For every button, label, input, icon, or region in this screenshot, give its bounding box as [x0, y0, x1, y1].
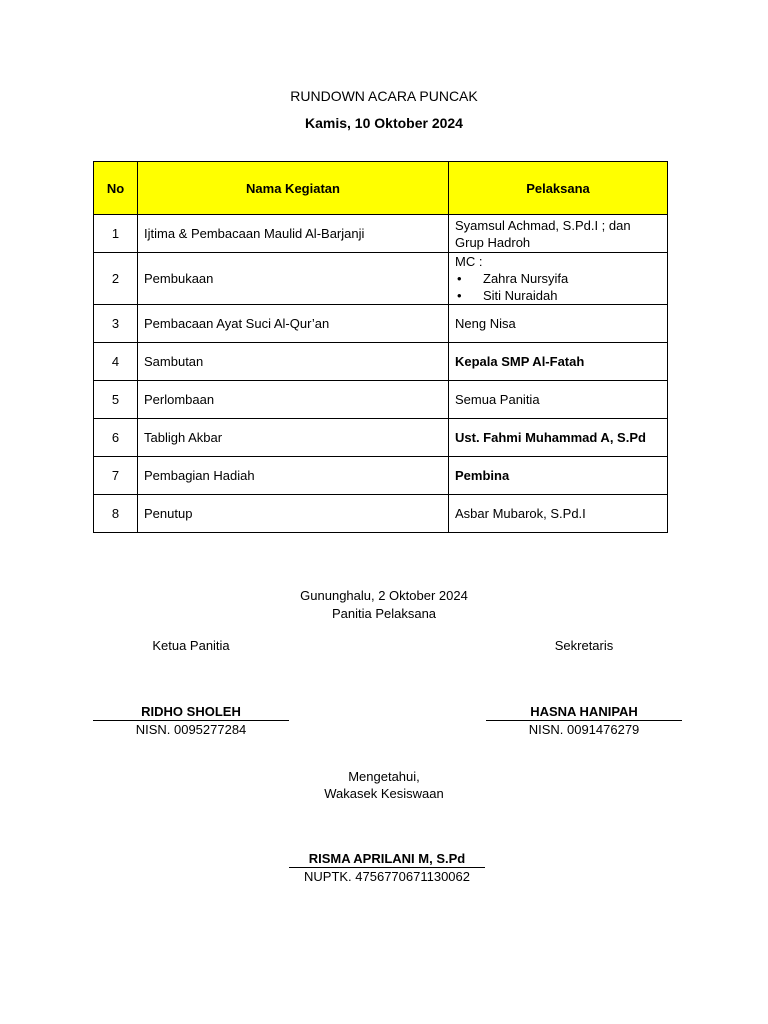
table-row — [94, 457, 668, 495]
list-item: • Siti Nuraidah — [455, 287, 661, 304]
left-signer-id: NISN. 0095277284 — [135, 722, 247, 737]
place-date: Gununghalu, 2 Oktober 2024 — [300, 588, 468, 603]
row-kegiatan: Penutup — [138, 495, 449, 533]
table-row — [94, 381, 668, 419]
document-date: Kamis, 10 Oktober 2024 — [305, 115, 463, 131]
row-number: 7 — [94, 457, 138, 495]
row-number: 6 — [94, 419, 138, 457]
row-kegiatan: Sambutan — [138, 343, 449, 381]
row-pelaksana — [449, 253, 668, 305]
rundown-table — [93, 161, 668, 533]
table-row — [94, 305, 668, 343]
list-item: • Zahra Nursyifa — [455, 270, 661, 287]
right-role: Sekretaris — [554, 638, 614, 653]
row-pelaksana: Asbar Mubarok, S.Pd.I — [449, 495, 668, 533]
bottom-signer-name: RISMA APRILANI M, S.Pd — [289, 851, 485, 868]
table-row — [94, 343, 668, 381]
committee-label: Panitia Pelaksana — [331, 606, 437, 621]
acknowledge-role: Wakasek Kesiswaan — [324, 786, 444, 801]
left-signature-block — [93, 704, 289, 737]
row-pelaksana: Pembina — [449, 457, 668, 495]
table-row — [94, 253, 668, 305]
row-pelaksana: Neng Nisa — [449, 305, 668, 343]
right-signature-block — [486, 704, 682, 737]
row-kegiatan: Tabligh Akbar — [138, 419, 449, 457]
mc-list — [455, 270, 661, 304]
right-signer-name: HASNA HANIPAH — [486, 704, 682, 721]
left-role: Ketua Panitia — [152, 638, 230, 653]
row-pelaksana: Ust. Fahmi Muhammad A, S.Pd — [449, 419, 668, 457]
row-kegiatan: Pembagian Hadiah — [138, 457, 449, 495]
mc-label: MC : — [455, 254, 483, 269]
row-kegiatan: Pembukaan — [138, 253, 449, 305]
column-header-pelaksana: Pelaksana — [449, 162, 668, 215]
row-kegiatan: Perlombaan — [138, 381, 449, 419]
bottom-signature-block — [289, 851, 485, 884]
row-kegiatan: Pembacaan Ayat Suci Al-Qur’an — [138, 305, 449, 343]
column-header-kegiatan: Nama Kegiatan — [138, 162, 449, 215]
row-number: 1 — [94, 215, 138, 253]
row-number: 2 — [94, 253, 138, 305]
bottom-signer-id: NUPTK. 4756770671130062 — [304, 869, 470, 884]
row-number: 5 — [94, 381, 138, 419]
table-row — [94, 215, 668, 253]
right-signer-id: NISN. 0091476279 — [528, 722, 640, 737]
row-number: 3 — [94, 305, 138, 343]
table-row — [94, 419, 668, 457]
left-signer-name: RIDHO SHOLEH — [93, 704, 289, 721]
document-title: RUNDOWN ACARA PUNCAK — [290, 88, 478, 104]
row-pelaksana: Syamsul Achmad, S.Pd.I ; dan Grup Hadroh — [449, 215, 668, 253]
column-header-no: No — [94, 162, 138, 215]
row-pelaksana: Semua Panitia — [449, 381, 668, 419]
row-number: 4 — [94, 343, 138, 381]
table-row — [94, 495, 668, 533]
row-number: 8 — [94, 495, 138, 533]
row-pelaksana: Kepala SMP Al-Fatah — [449, 343, 668, 381]
acknowledge-label: Mengetahui, — [348, 769, 420, 784]
table-header-row — [94, 162, 668, 215]
row-kegiatan: Ijtima & Pembacaan Maulid Al-Barjanji — [138, 215, 449, 253]
